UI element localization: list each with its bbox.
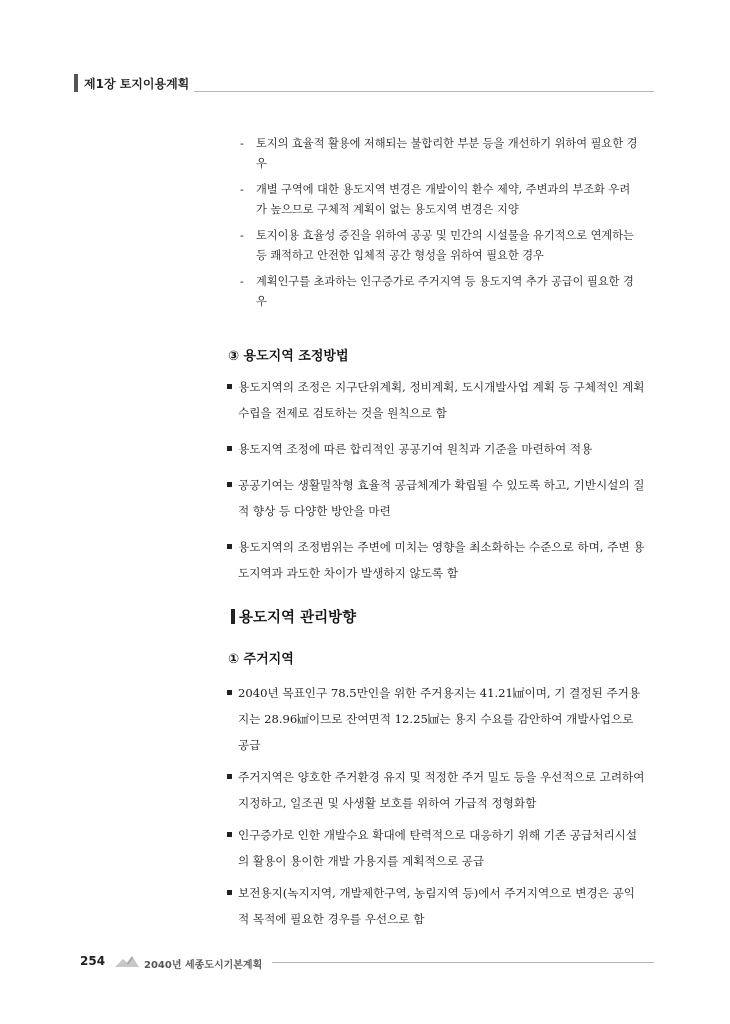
list-item-text: 보전용지(녹지지역, 개발제한구역, 농림지역 등)에서 주거지역으로 변경은 공익적 목적에 필요한 경우를 우선으로 함 <box>238 886 635 926</box>
list-item-text: 인구증가로 인한 개발수요 확대에 탄력적으로 대응하기 위해 기존 공급처리시설의 활용이 용이한 개발 가용지를 계획적으로 공급 <box>238 828 638 868</box>
bullet-square-icon <box>227 832 232 837</box>
list-item <box>226 374 646 426</box>
dash-item-text: 개별 구역에 대한 용도지역 변경은 개발이익 환수 제약, 주변과의 부조화 우려가 높으므로 구체적 계획이 없는 용도지역 변경은 지양 <box>256 183 631 216</box>
bullet-square-icon <box>227 384 232 389</box>
footer-rule <box>272 962 654 963</box>
list-item <box>226 822 646 874</box>
header-bar <box>74 74 78 92</box>
dash-mark: - <box>240 137 244 150</box>
list-item-text: 용도지역의 조정범위는 주변에 미치는 영향을 최소화하는 수준으로 하며, 주변 용도지역과 과도한 차이가 발생하지 않도록 함 <box>238 540 645 580</box>
list-item <box>226 436 646 462</box>
dash-mark: - <box>240 275 244 288</box>
bullet-square-icon <box>227 482 232 487</box>
section-bar <box>231 609 235 624</box>
list-item-text: 용도지역 조정에 따른 합리적인 공공기여 원칙과 기준을 마련하여 적용 <box>238 442 593 456</box>
bullet-square-icon <box>227 774 232 779</box>
list-item <box>226 680 646 758</box>
dash-list <box>240 134 640 318</box>
dash-item <box>240 226 640 266</box>
dash-item-text: 토지이용 효율성 증진을 위하여 공공 및 민간의 시설물을 유기적으로 연계하는 등 쾌적하고 안전한 입체적 공간 형성을 위하여 필요한 경우 <box>256 229 634 262</box>
dash-item-text: 계획인구를 초과하는 인구증가로 주거지역 등 용도지역 추가 공급이 필요한 경우 <box>256 275 634 308</box>
list-item-text: 용도지역의 조정은 지구단위계획, 정비계획, 도시개발사업 계획 등 구체적인 계획수립을 전제로 검토하는 것을 원칙으로 함 <box>238 380 645 420</box>
page-footer <box>80 950 654 974</box>
dash-item <box>240 134 640 174</box>
list-item-text: 공공기여는 생활밀착형 효율적 공급체계가 확립될 수 있도록 하고, 기반시설의 질적 향상 등 다양한 방안을 마련 <box>238 478 645 518</box>
dash-item <box>240 272 640 312</box>
chapter-title: 제1장 토지이용계획 <box>84 77 190 91</box>
list-item <box>226 764 646 816</box>
dash-mark: - <box>240 183 244 196</box>
residential-heading: ① 주거지역 <box>228 652 294 667</box>
mountain-logo-icon <box>114 954 140 968</box>
list-item <box>226 472 646 524</box>
document-title: 2040년 세종도시기본계획 <box>144 960 263 971</box>
dash-item-text: 토지의 효율적 활용에 저해되는 불합리한 부분 등을 개선하기 위하여 필요한 경우 <box>256 137 638 170</box>
bullet-square-icon <box>227 690 232 695</box>
bullet-square-icon <box>227 446 232 451</box>
section-heading-text: 용도지역 관리방향 <box>239 610 357 626</box>
header-rule <box>194 91 654 92</box>
residential-list <box>226 680 646 932</box>
bullet-square-icon <box>227 544 232 549</box>
list-item <box>226 534 646 586</box>
list-item-text: 주거지역은 양호한 주거환경 유지 및 적정한 주거 밀도 등을 우선적으로 고려하여 지정하고, 일조권 및 사생활 보호를 위하여 가급적 정형화함 <box>238 770 645 810</box>
page-header <box>74 72 654 94</box>
adjust-method-list <box>226 374 646 586</box>
bullet-square-icon <box>227 890 232 895</box>
dash-mark: - <box>240 229 244 242</box>
adjust-method-heading: ③ 용도지역 조정방법 <box>228 349 349 364</box>
list-item-text: 2040년 목표인구 78.5만인을 위한 주거용지는 41.21㎢이며, 기 결정된 주거용지는 28.96㎢이므로 잔여면적 12.25㎢는 용지 수요를 감안하여 개발사업으로 공급 <box>238 686 641 752</box>
page-number: 254 <box>80 954 106 968</box>
section-heading <box>231 606 356 627</box>
dash-item <box>240 180 640 220</box>
list-item <box>226 880 646 932</box>
